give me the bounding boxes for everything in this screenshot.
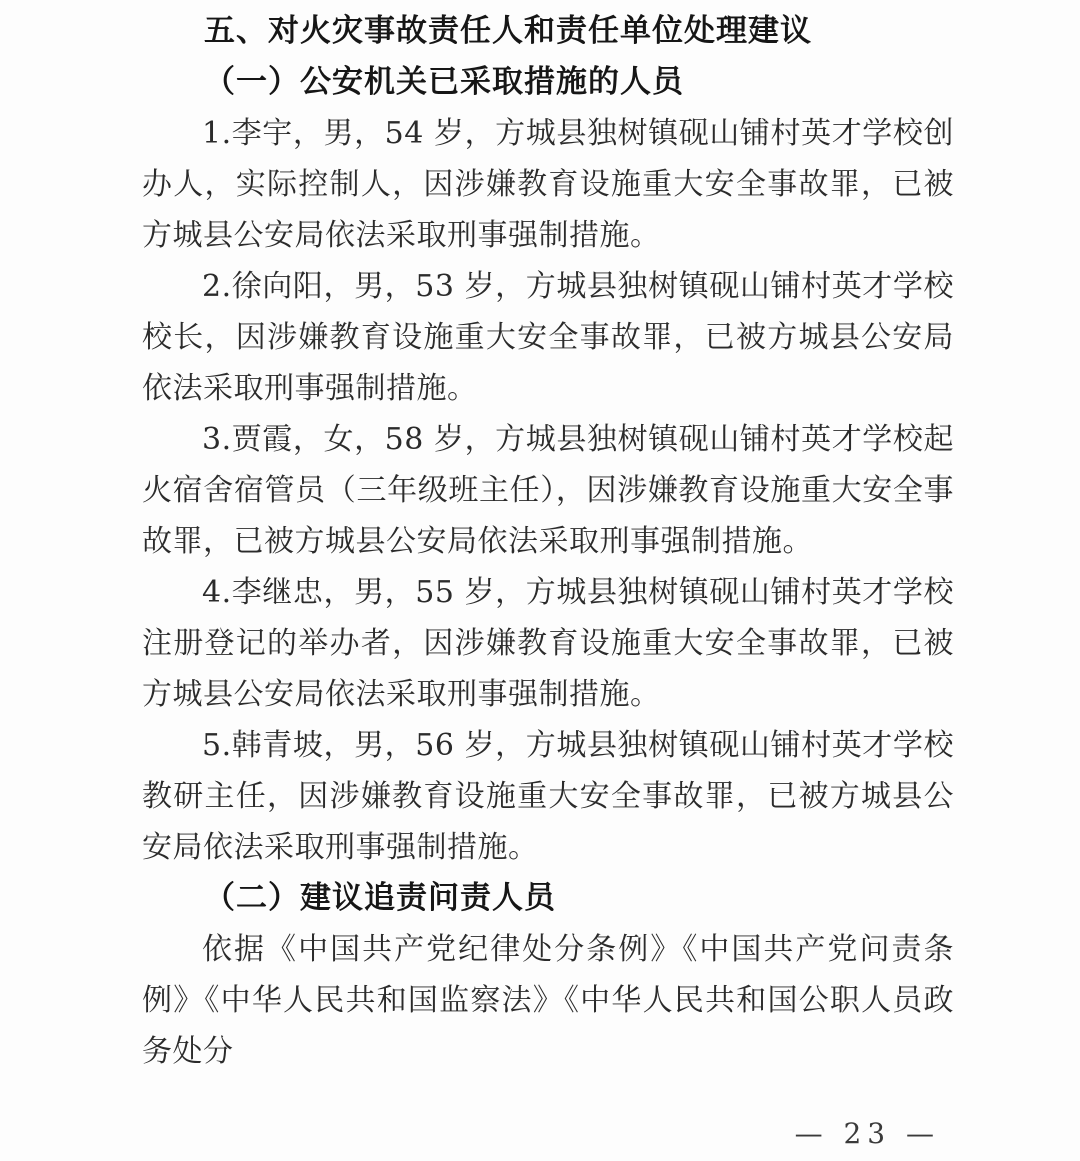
subsection2-title: （二）建议追责问责人员 [204,880,556,916]
paragraph-person-3: 3.贾霞，女，58 岁，方城县独树镇砚山铺村英才学校起火宿舍宿管员（三年级班主任），因涉嫌教育设施重大安全事故罪，已被方城县公安局依法采取刑事强制措施。 [142,422,954,559]
section-title: 五、对火灾事故责任人和责任单位处理建议 [204,13,812,49]
paragraph-person-4: 4.李继忠，男，55 岁，方城县独树镇砚山铺村英才学校注册登记的举办者，因涉嫌教育设施重大安全事故罪，已被方城县公安局依法采取刑事强制措施。 [142,575,954,712]
paragraph-legal-basis: 依据《中国共产党纪律处分条例》《中国共产党问责条例》《中华人民共和国监察法》《中华人民共和国公职人员政务处分 [142,932,954,1069]
paragraph-person-2: 2.徐向阳，男，53 岁，方城县独树镇砚山铺村英才学校校长，因涉嫌教育设施重大安全事故罪，已被方城县公安局依法采取刑事强制措施。 [142,269,954,406]
document-content [142,6,954,1077]
subsection1-title: （一）公安机关已采取措施的人员 [204,64,684,100]
paragraph-person-5: 5.韩青坡，男，56 岁，方城县独树镇砚山铺村英才学校教研主任，因涉嫌教育设施重大安全事故罪，已被方城县公安局依法采取刑事强制措施。 [142,728,954,865]
page-number: — 23 — [794,1117,940,1150]
paragraph-person-1: 1.李宇，男，54 岁，方城县独树镇砚山铺村英才学校创办人，实际控制人，因涉嫌教育设施重大安全事故罪，已被方城县公安局依法采取刑事强制措施。 [142,116,954,253]
